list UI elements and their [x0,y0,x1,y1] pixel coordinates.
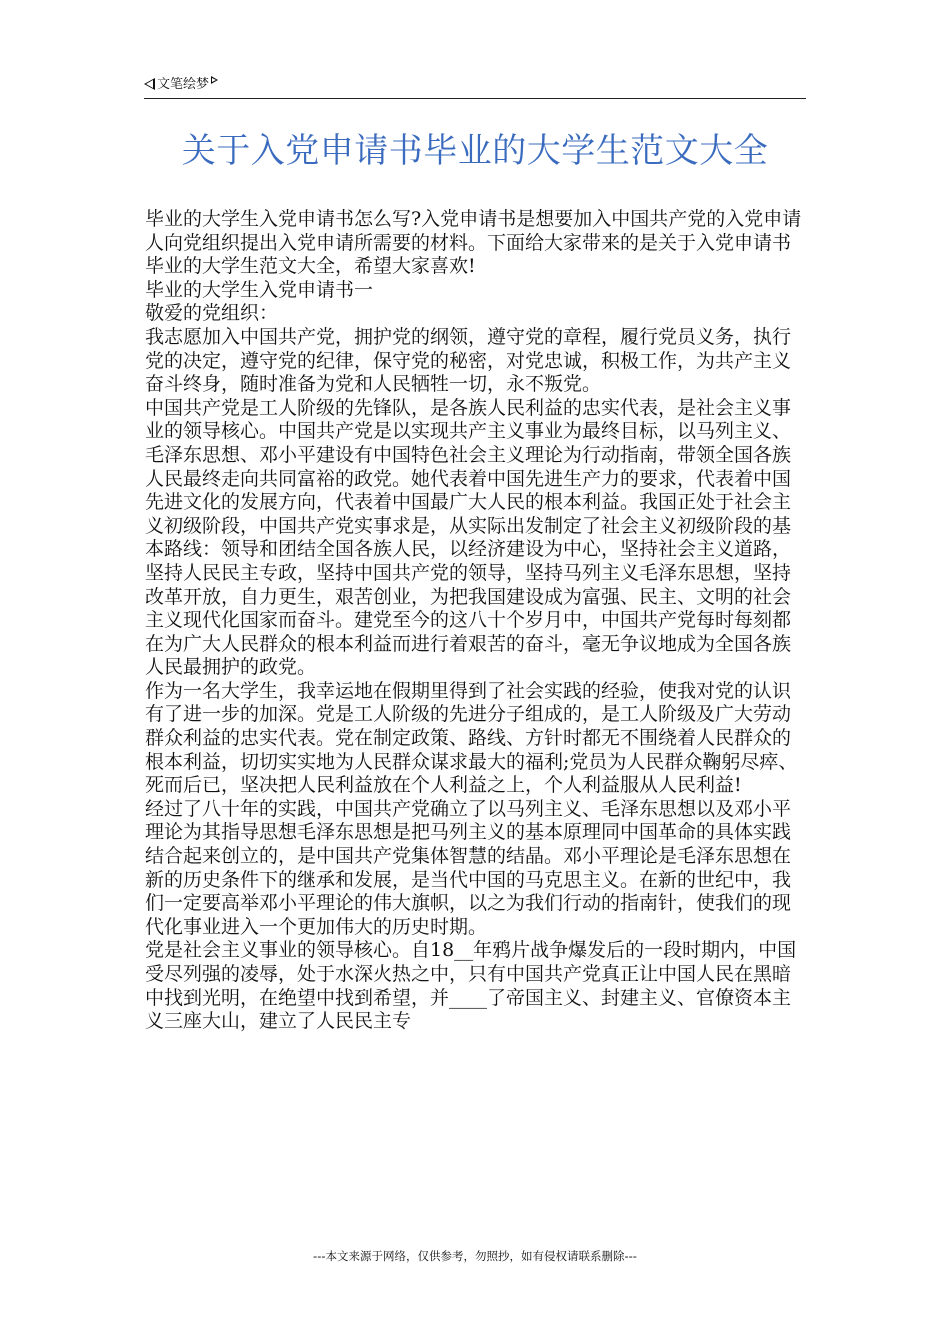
paragraph-salutation: 敬爱的党组织： [145,302,279,325]
header-label-text: 文笔绘梦 [157,77,210,92]
document-title: 关于入党申请书毕业的大学生范文大全 [181,131,769,171]
paragraph-heading: 毕业的大学生入党申请书一 [145,278,374,301]
triangle-left-icon [144,78,155,90]
page-header [144,76,806,99]
paragraph: 经过了八十年的实践，中国共产党确立了以马列主义、毛泽东思想以及邓小平理论为其指导思想毛泽东思想是把马列主义的基本原理同中国革命的具体实践结合起来创立的，是中国共产党集体智慧的结晶。邓小平理论是毛泽东思想在新的历史条件下的继承和发展，是当代中国的马克思主义。在新的世纪中，我们一定要高举邓小平理论的伟大旗帜，以之为我们行动的指南针，使我们的现代化事业进入一个更加伟大的历史时期。 [145,797,792,938]
paragraph-intro: 毕业的大学生入党申请书怎么写?入党申请书是想要加入中国共产党的入党申请人向党组织提出入党申请所需要的材料。下面给大家带来的是关于入党申请书毕业的大学生范文大全，希望大家喜欢! [145,208,802,278]
paragraph: 我志愿加入中国共产党，拥护党的纲领，遵守党的章程，履行党员义务，执行党的决定，遵守党的纪律，保守党的秘密，对党忠诚，积极工作，为共产主义奋斗终身，随时准备为党和人民牺牲一切，永不叛党。 [145,325,792,396]
header-brand [144,76,218,94]
paragraph: 党是社会主义事业的领导核心。自18__年鸦片战争爆发后的一段时期内，中国受尽列强的凌辱，处于水深火热之中，只有中国共产党真正让中国人民在黑暗中找到光明，在绝望中找到希望，并____了帝国主义、封建主义、官僚资本主义三座大山，建立了人民民主专 [145,939,797,1033]
paragraph: 作为一名大学生，我幸运地在假期里得到了社会实践的经验，使我对党的认识有了进一步的加深。党是工人阶级的先进分子组成的，是工人阶级及广大劳动群众利益的忠实代表。党在制定政策、路线、方针时都无不围绕着人民群众的根本利益，切切实实地为人民群众谋求最大的福利;党员为人民群众鞠躬尽瘁、死而后已，坚决把人民利益放在个人利益之上，个人利益服从人民利益! [145,679,798,797]
triangle-right-icon [211,76,218,84]
footer-disclaimer: ---本文来源于网络，仅供参考，勿照抄，如有侵权请联系删除--- [313,1249,637,1263]
paragraph: 中国共产党是工人阶级的先锋队，是各族人民利益的忠实代表，是社会主义事业的领导核心。中国共产党是以实现共产主义事业为最终目标，以马列主义、毛泽东思想、邓小平建设有中国特色社会主义理论为行动指南，带领全国各族人民最终走向共同富裕的政党。她代表着中国先进生产力的要求，代表着中国先进文化的发展方向，代表着中国最广大人民的根本利益。我国正处于社会主义初级阶段，中国共产党实事求是，从实际出发制定了社会主义初级阶段的基本路线：领导和团结全国各族人民，以经济建设为中心，坚持社会主义道路，坚持人民民主专政，坚持中国共产党的领导，坚持马列主义毛泽东思想，坚持改革开放，自力更生，艰苦创业，为把我国建设成为富强、民主、文明的社会主义现代化国家而奋斗。建党至今的这八十个岁月中，中国共产党每时每刻都在为广大人民群众的根本利益而进行着艰苦的奋斗，毫无争议地成为全国各族人民最拥护的政党。 [145,396,792,679]
document-body [145,208,805,1034]
